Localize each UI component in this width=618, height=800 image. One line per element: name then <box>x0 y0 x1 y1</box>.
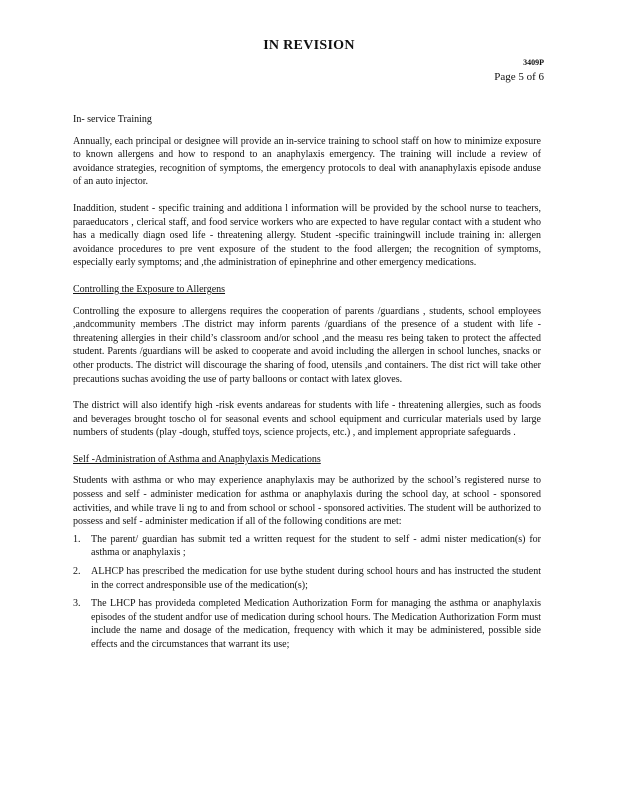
list-item-text: The LHCP has provideda completed Medication Authorization Form for managing the asthma or anaphylaxis episodes of the student andfor use of medication during school hours. The Medication Authorization Form must include the name and dosage of the medication, frequency with which it may be administered, possible side effects and the circumstances that warrant its use; <box>91 598 541 650</box>
page-number: Page 5 of 6 <box>494 71 544 83</box>
section-inservice-training <box>73 113 541 270</box>
paragraph: The district will also identify high -risk events andareas for students with life - threatening allergies, such as foods and beverages brought toscho ol for seasonal events and school equipment and curricular materials used by large numbers of students (play -dough, stuffed toys, science projects, etc.) , and implement appropriate safeguards . <box>73 400 541 439</box>
section-heading: Controlling the Exposure to Allergens <box>73 283 226 295</box>
page-title: IN REVISION <box>263 38 355 53</box>
document-body <box>73 113 541 657</box>
list-item-number: 1. <box>73 533 81 545</box>
list-item <box>73 565 541 592</box>
section-self-administration <box>73 453 541 652</box>
paragraph: Inaddition, student - specific training and additiona l information will be provided by the school nurse to teachers, paraeducators , clerical staff, and food service workers who are expected to have regular contact with a student who has a medically diagn osed life - threatening allergy. Student -specific trainingwill include training in: allergen avoidance procedures to pre vent exposure of the student to the food allergen; the recognition of symptoms, especially early symptoms; and ,the administration of epinephrine and other emergency medications. <box>73 202 541 269</box>
paragraph: Controlling the exposure to allergens requires the cooperation of parents /guardians , students, school employees ,andcommunity members .The district may inform parents /guardians of the presence of a student with life - threatening allergies in their child’s classroom and/or school ,and the measu res being taken to protect the affected student. Parents /guardians will be asked to cooperate and avoid including the allergen in school lunches, snacks or other products. The district will discourage the sharing of food, utensils ,and containers. The dist rict will take other precautions suchas avoiding the use of party balloons or contact with latex gloves. <box>73 305 541 385</box>
section-heading: Self -Administration of Asthma and Anaphylaxis Medications <box>73 453 321 465</box>
list-item-number: 2. <box>73 566 81 578</box>
policy-code: 3409P <box>523 58 544 67</box>
list-item-text: The parent/ guardian has submit ted a written request for the student to self - admi nister medication(s) for asthma or anaphylaxis ; <box>91 533 541 559</box>
list-item <box>73 597 541 651</box>
list-item-text: ALHCP has prescribed the medication for use bythe student during school hours and has instructed the student in the correct andresponsible use of the medication(s); <box>91 566 541 591</box>
paragraph: Students with asthma or who may experience anaphylaxis may be authorized by the school’s registered nurse to possess and self - administer medication for asthma or anaphylaxis during the school day, at school - sponsored activities, and while trave li ng to and from school or school - sponsored activities. The student will be authorized to possess and self - administer medication if all of the following conditions are met: <box>73 475 541 528</box>
list-item <box>73 533 541 560</box>
section-heading: In- service Training <box>73 114 152 125</box>
section-controlling-exposure <box>73 283 541 440</box>
paragraph: Annually, each principal or designee will provide an in-service training to school staff on how to minimize exposure to known allergens and how to respond to an anaphylaxis emergency. The training will include a review of avoidance strategies, recognition of symptoms, the emergency protocols to deal with ananaphylaxis episode anduse of an auto injector. <box>73 135 541 188</box>
list-item-number: 3. <box>73 598 81 610</box>
conditions-list <box>73 533 541 652</box>
